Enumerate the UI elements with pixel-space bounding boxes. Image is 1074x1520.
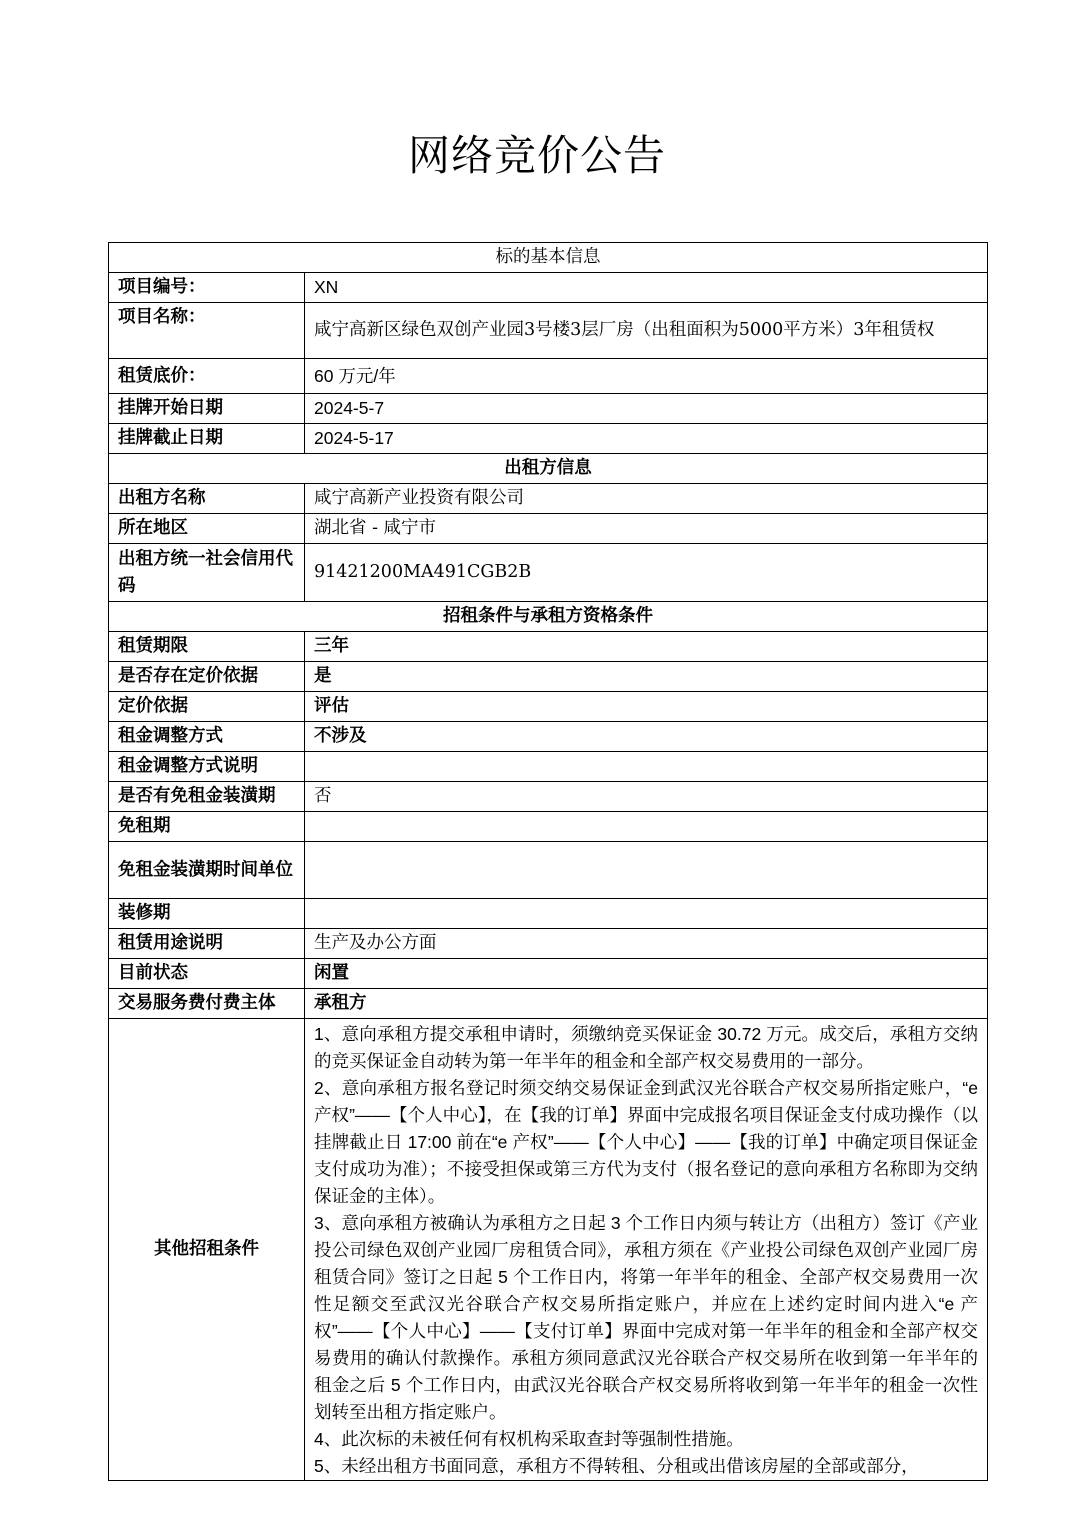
value-lease-term: 三年 bbox=[305, 632, 988, 662]
value-other-conditions bbox=[305, 1019, 988, 1481]
value-rent-adjustment: 不涉及 bbox=[305, 722, 988, 752]
value-end-date: 2024-5-17 bbox=[305, 424, 988, 454]
value-start-date: 2024-5-7 bbox=[305, 394, 988, 424]
label-current-status: 目前状态 bbox=[109, 959, 305, 989]
label-rent-free-decoration: 是否有免租金装潢期 bbox=[109, 782, 305, 812]
other-condition-5: 5、未经出租方书面同意，承租方不得转租、分租或出借该房屋的全部或部分， bbox=[314, 1456, 919, 1476]
label-has-pricing-basis: 是否存在定价依据 bbox=[109, 662, 305, 692]
page-title: 网络竞价公告 bbox=[407, 131, 666, 180]
label-other-conditions: 其他招租条件 bbox=[109, 1019, 305, 1481]
value-rent-free-decoration: 否 bbox=[305, 782, 988, 812]
announcement-table bbox=[108, 242, 988, 1481]
value-rent-free-period bbox=[305, 812, 988, 842]
label-lease-purpose: 租赁用途说明 bbox=[109, 929, 305, 959]
label-rent-adjustment: 租金调整方式 bbox=[109, 722, 305, 752]
other-condition-4: 4、此次标的未被任何有权机构采取查封等强制性措施。 bbox=[314, 1429, 744, 1449]
value-service-fee-payer: 承租方 bbox=[305, 989, 988, 1019]
value-credit-code: 91421200MA491CGB2B bbox=[305, 544, 988, 602]
label-rent-free-period: 免租期 bbox=[109, 812, 305, 842]
value-project-name: 咸宁高新区绿色双创产业园3号楼3层厂房（出租面积为5000平方米）3年租赁权 bbox=[305, 303, 988, 359]
label-start-date: 挂牌开始日期 bbox=[109, 394, 305, 424]
value-rent-free-time-unit bbox=[305, 842, 988, 899]
label-lease-term: 租赁期限 bbox=[109, 632, 305, 662]
label-base-price: 租赁底价： bbox=[109, 359, 305, 394]
label-rent-free-time-unit: 免租金装潢期时间单位 bbox=[109, 842, 305, 899]
other-condition-2: 2、意向承租方报名登记时须交纳交易保证金到武汉光谷联合产权交易所指定账户，“e 产权”——【个人中心】，在【我的订单】界面中完成报名项目保证金支付成功操作（以挂牌截止日 17:00 前在“e 产权”——【个人中心】——【我的订单】中确定项目保证金支付成功为准）；不接受担保或第三方代为支付（报名登记的意向承租方名称即为交纳保证金的主体）。 bbox=[314, 1078, 978, 1206]
value-decoration-period bbox=[305, 899, 988, 929]
value-project-no: XN bbox=[305, 273, 988, 303]
label-project-no: 项目编号： bbox=[109, 273, 305, 303]
value-base-price: 60 万元/年 bbox=[305, 359, 988, 394]
other-condition-1: 1、意向承租方提交承租申请时，须缴纳竞买保证金 30.72 万元。成交后，承租方交纳的竞买保证金自动转为第一年半年的租金和全部产权交易费用的一部分。 bbox=[314, 1024, 978, 1071]
label-project-name: 项目名称： bbox=[109, 303, 305, 359]
value-current-status: 闲置 bbox=[305, 959, 988, 989]
value-rent-adjustment-note bbox=[305, 752, 988, 782]
value-pricing-basis: 评估 bbox=[305, 692, 988, 722]
value-lessor-name: 咸宁高新产业投资有限公司 bbox=[305, 484, 988, 514]
label-lessor-name: 出租方名称 bbox=[109, 484, 305, 514]
other-condition-3: 3、意向承租方被确认为承租方之日起 3 个工作日内须与转让方（出租方）签订《产业投公司绿色双创产业园厂房租赁合同》，承租方须在《产业投公司绿色双创产业园厂房租赁合同》签订之日起 5 个工作日内，将第一年半年的租金、全部产权交易费用一次性足额交至武汉光谷联合产权交易所指定账户，并应在上述约定时间内进入“e 产权”——【个人中心】——【支付订单】界面中完成对第一年半年的租金和全部产权交易费用的确认付款操作。承租方须同意武汉光谷联合产权交易所在收到第一年半年的租金之后 5 个工作日内，由武汉光谷联合产权交易所将收到第一年半年的租金一次性划转至出租方指定账户。 bbox=[314, 1213, 978, 1422]
label-rent-adjustment-note: 租金调整方式说明 bbox=[109, 752, 305, 782]
value-region: 湖北省 - 咸宁市 bbox=[305, 514, 988, 544]
label-region: 所在地区 bbox=[109, 514, 305, 544]
label-pricing-basis: 定价依据 bbox=[109, 692, 305, 722]
label-end-date: 挂牌截止日期 bbox=[109, 424, 305, 454]
section-header-lessor: 出租方信息 bbox=[109, 454, 988, 484]
value-lease-purpose: 生产及办公方面 bbox=[305, 929, 988, 959]
label-service-fee-payer: 交易服务费付费主体 bbox=[109, 989, 305, 1019]
label-credit-code: 出租方统一社会信用代码 bbox=[109, 544, 305, 602]
value-has-pricing-basis: 是 bbox=[305, 662, 988, 692]
section-header-basic: 标的基本信息 bbox=[109, 243, 988, 273]
section-header-conditions: 招租条件与承租方资格条件 bbox=[109, 602, 988, 632]
label-decoration-period: 装修期 bbox=[109, 899, 305, 929]
